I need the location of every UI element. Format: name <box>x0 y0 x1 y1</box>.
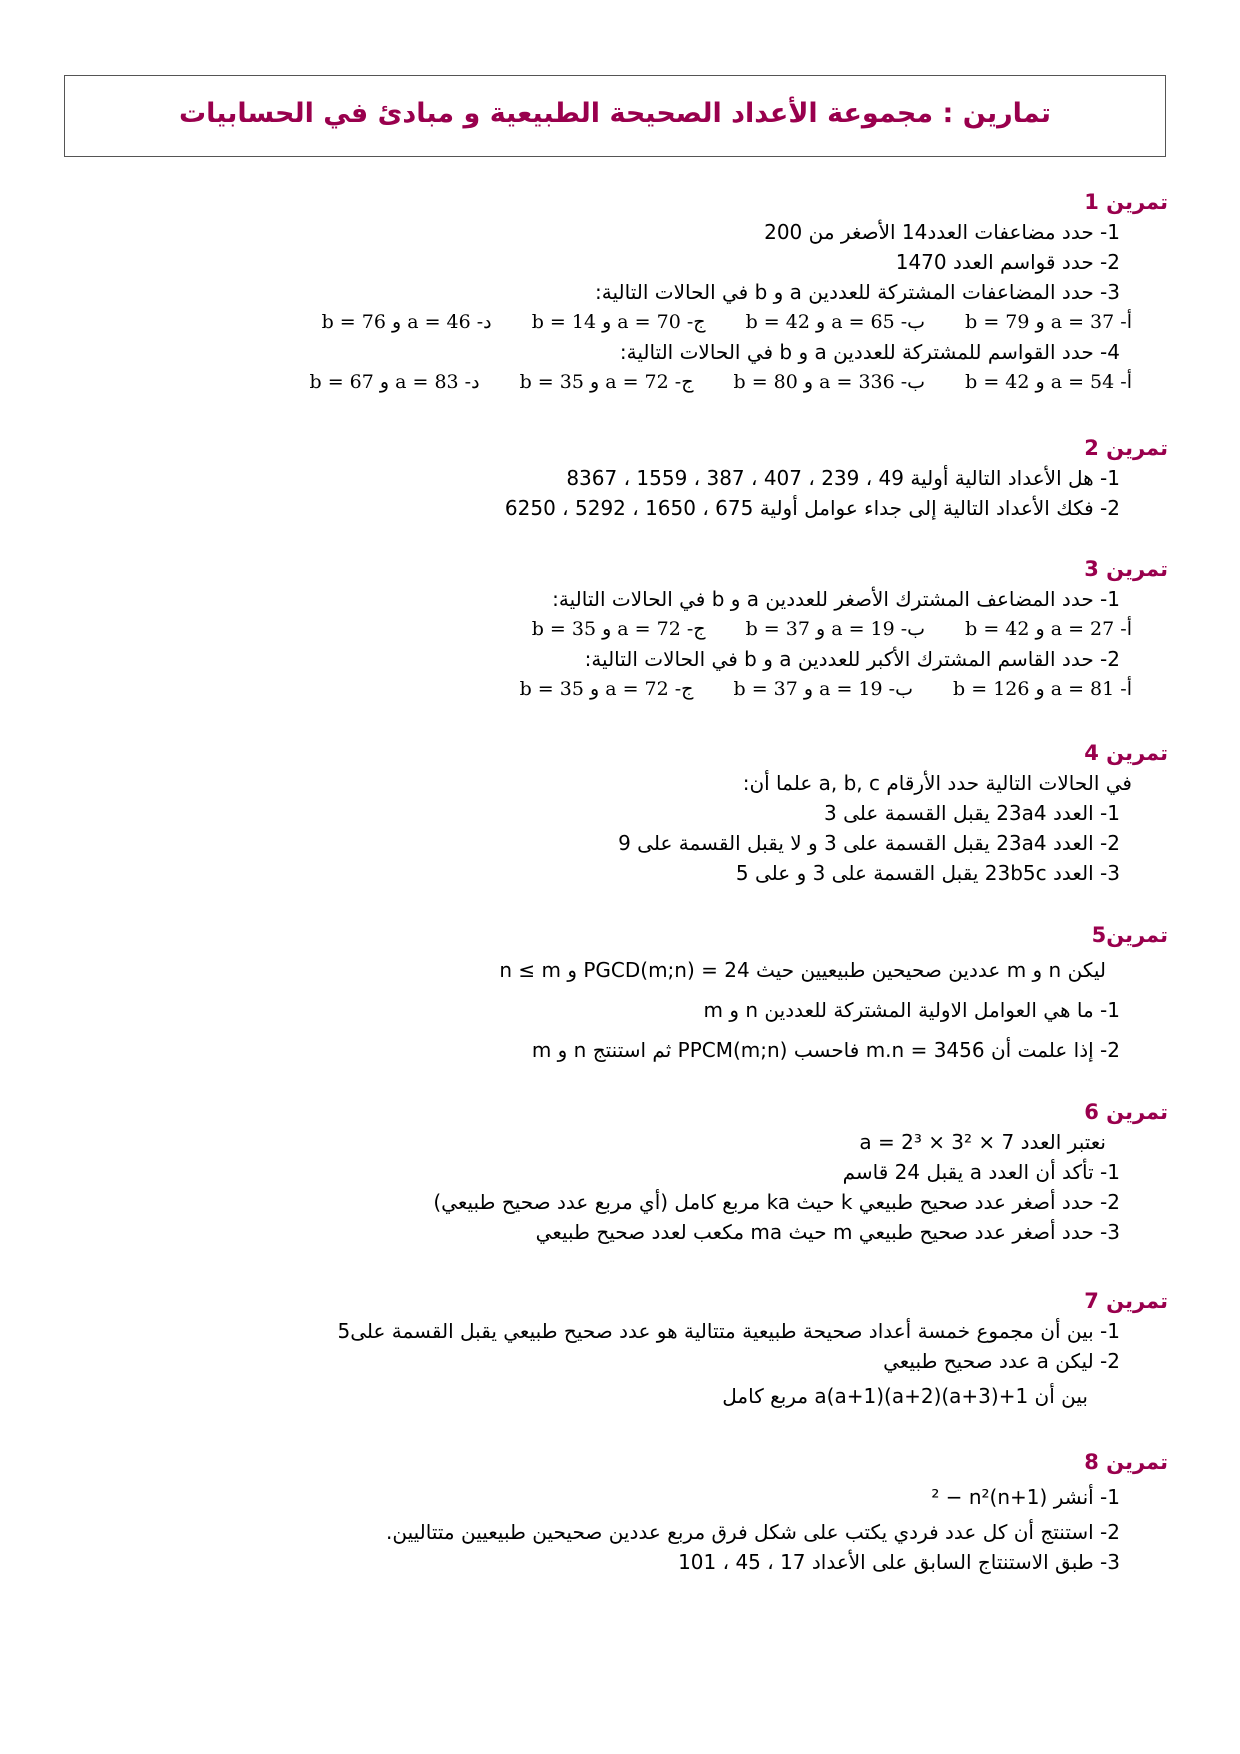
exercise-3-heading: تمرين 3 <box>1084 557 1168 581</box>
case: أ- a = 37 و b = 79 <box>965 311 1132 333</box>
exercise-3-q2: 2- حدد القاسم المشترك الأكبر للعددين a و b في الحالات التالية: <box>584 647 1120 671</box>
exercise-8-q1: 1- أنشر (n+1)² − n² <box>931 1485 1120 1509</box>
exercise-3-q1: 1- حدد المضاعف المشترك الأصغر للعددين a و b في الحالات التالية: <box>552 587 1120 611</box>
exercise-4-q2: 2- العدد 23a4 يقبل القسمة على 3 و لا يقبل القسمة على 9 <box>618 831 1120 855</box>
case: ب- a = 65 و b = 42 <box>745 311 926 333</box>
case: ب- a = 336 و b = 80 <box>733 371 926 393</box>
exercise-5 <box>40 920 1168 1070</box>
exercise-6-q3: 3- حدد أصغر عدد صحيح طبيعي m حيث ma مكعب لعدد صحيح طبيعي <box>535 1220 1120 1244</box>
exercise-4-intro: في الحالات التالية حدد الأرقام a, b, c علما أن: <box>742 771 1132 795</box>
exercise-5-q2: 2- إذا علمت أن m.n = 3456 فاحسب PPCM(m;n) ثم استنتج n و m <box>531 1038 1120 1062</box>
case: ج- a = 72 و b = 35 <box>519 678 694 700</box>
case: ب- a = 19 و b = 37 <box>733 678 913 700</box>
case: د- a = 46 و b = 76 <box>321 311 492 333</box>
exercise-3-q2-cases <box>40 674 1168 704</box>
case: د- a = 83 و b = 67 <box>309 371 480 393</box>
case: ج- a = 72 و b = 35 <box>519 371 694 393</box>
exercise-4-q3: 3- العدد 23b5c يقبل القسمة على 3 و على 5 <box>735 861 1120 885</box>
exercise-6 <box>40 1097 1168 1247</box>
page-title: تمارين : مجموعة الأعداد الصحيحة الطبيعية و مبادئ في الحسابيات <box>178 98 1052 129</box>
exercise-8-q2: 2- استنتج أن كل عدد فردي يكتب على شكل فرق مربع عددين صحيحين طبيعيين متتاليين. <box>385 1520 1120 1544</box>
case: أ- a = 54 و b = 42 <box>965 371 1132 393</box>
exercise-8 <box>40 1447 1168 1577</box>
exercise-4-heading: تمرين 4 <box>1084 741 1168 765</box>
exercise-1-q4-cases <box>40 367 1168 397</box>
exercise-1 <box>40 187 1168 397</box>
exercise-7-q2b: بين أن a(a+1)(a+2)(a+3)+1 مربع كامل <box>722 1384 1088 1408</box>
title-box <box>64 75 1166 157</box>
exercise-6-heading: تمرين 6 <box>1084 1100 1168 1124</box>
exercise-1-q2: 2- حدد قواسم العدد 1470 <box>895 250 1120 274</box>
exercise-3 <box>40 554 1168 704</box>
case: أ- a = 81 و b = 126 <box>953 678 1132 700</box>
exercise-4 <box>40 738 1168 888</box>
exercise-8-heading: تمرين 8 <box>1084 1450 1168 1474</box>
exercise-6-intro: نعتبر العدد a = 2³ × 3² × 7 <box>859 1130 1106 1154</box>
exercise-2-heading: تمرين 2 <box>1084 436 1168 460</box>
exercise-4-q1: 1- العدد 23a4 يقبل القسمة على 3 <box>824 801 1120 825</box>
exercise-1-q3: 3- حدد المضاعفات المشتركة للعددين a و b في الحالات التالية: <box>595 280 1120 304</box>
exercise-6-q1: 1- تأكد أن العدد a يقبل 24 قاسم <box>842 1160 1120 1184</box>
exercise-2 <box>40 433 1168 523</box>
exercise-8-q3: 3- طبق الاستنتاج السابق على الأعداد 17 ، 45 ، 101 <box>678 1550 1120 1574</box>
exercise-2-q1: 1- هل الأعداد التالية أولية 49 ، 239 ، 407 ، 387 ، 1559 ، 8367 <box>566 466 1120 490</box>
exercise-7-heading: تمرين 7 <box>1084 1289 1168 1313</box>
exercise-1-q3-cases <box>40 307 1168 337</box>
exercise-5-heading: تمرين5 <box>1091 923 1168 947</box>
exercise-5-intro: ليكن n و m عددين صحيحين طبيعيين حيث PGCD(m;n) = 24 و n ≤ m <box>499 958 1106 982</box>
exercise-7 <box>40 1286 1168 1416</box>
exercise-1-q1: 1- حدد مضاعفات العدد14 الأصغر من 200 <box>764 220 1120 244</box>
case: أ- a = 27 و b = 42 <box>965 618 1132 640</box>
case: ج- a = 72 و b = 35 <box>531 618 706 640</box>
exercise-2-q2: 2- فكك الأعداد التالية إلى جداء عوامل أولية 675 ، 1650 ، 5292 ، 6250 <box>504 496 1120 520</box>
exercise-1-heading: تمرين 1 <box>1084 190 1168 214</box>
exercise-7-q1: 1- بين أن مجموع خمسة أعداد صحيحة طبيعية متتالية هو عدد صحيح طبيعي يقبل القسمة على5 <box>337 1319 1120 1343</box>
exercise-3-q1-cases <box>40 614 1168 644</box>
exercise-6-q2: 2- حدد أصغر عدد صحيح طبيعي k حيث ka مربع كامل (أي مربع عدد صحيح طبيعي) <box>433 1190 1120 1214</box>
case: ج- a = 70 و b = 14 <box>531 311 706 333</box>
exercise-1-q4: 4- حدد القواسم للمشتركة للعددين a و b في الحالات التالية: <box>619 340 1120 364</box>
case: ب- a = 19 و b = 37 <box>745 618 926 640</box>
exercise-7-q2: 2- ليكن a عدد صحيح طبيعي <box>883 1349 1120 1373</box>
exercise-5-q1: 1- ما هي العوامل الاولية المشتركة للعددين n و m <box>703 998 1120 1022</box>
